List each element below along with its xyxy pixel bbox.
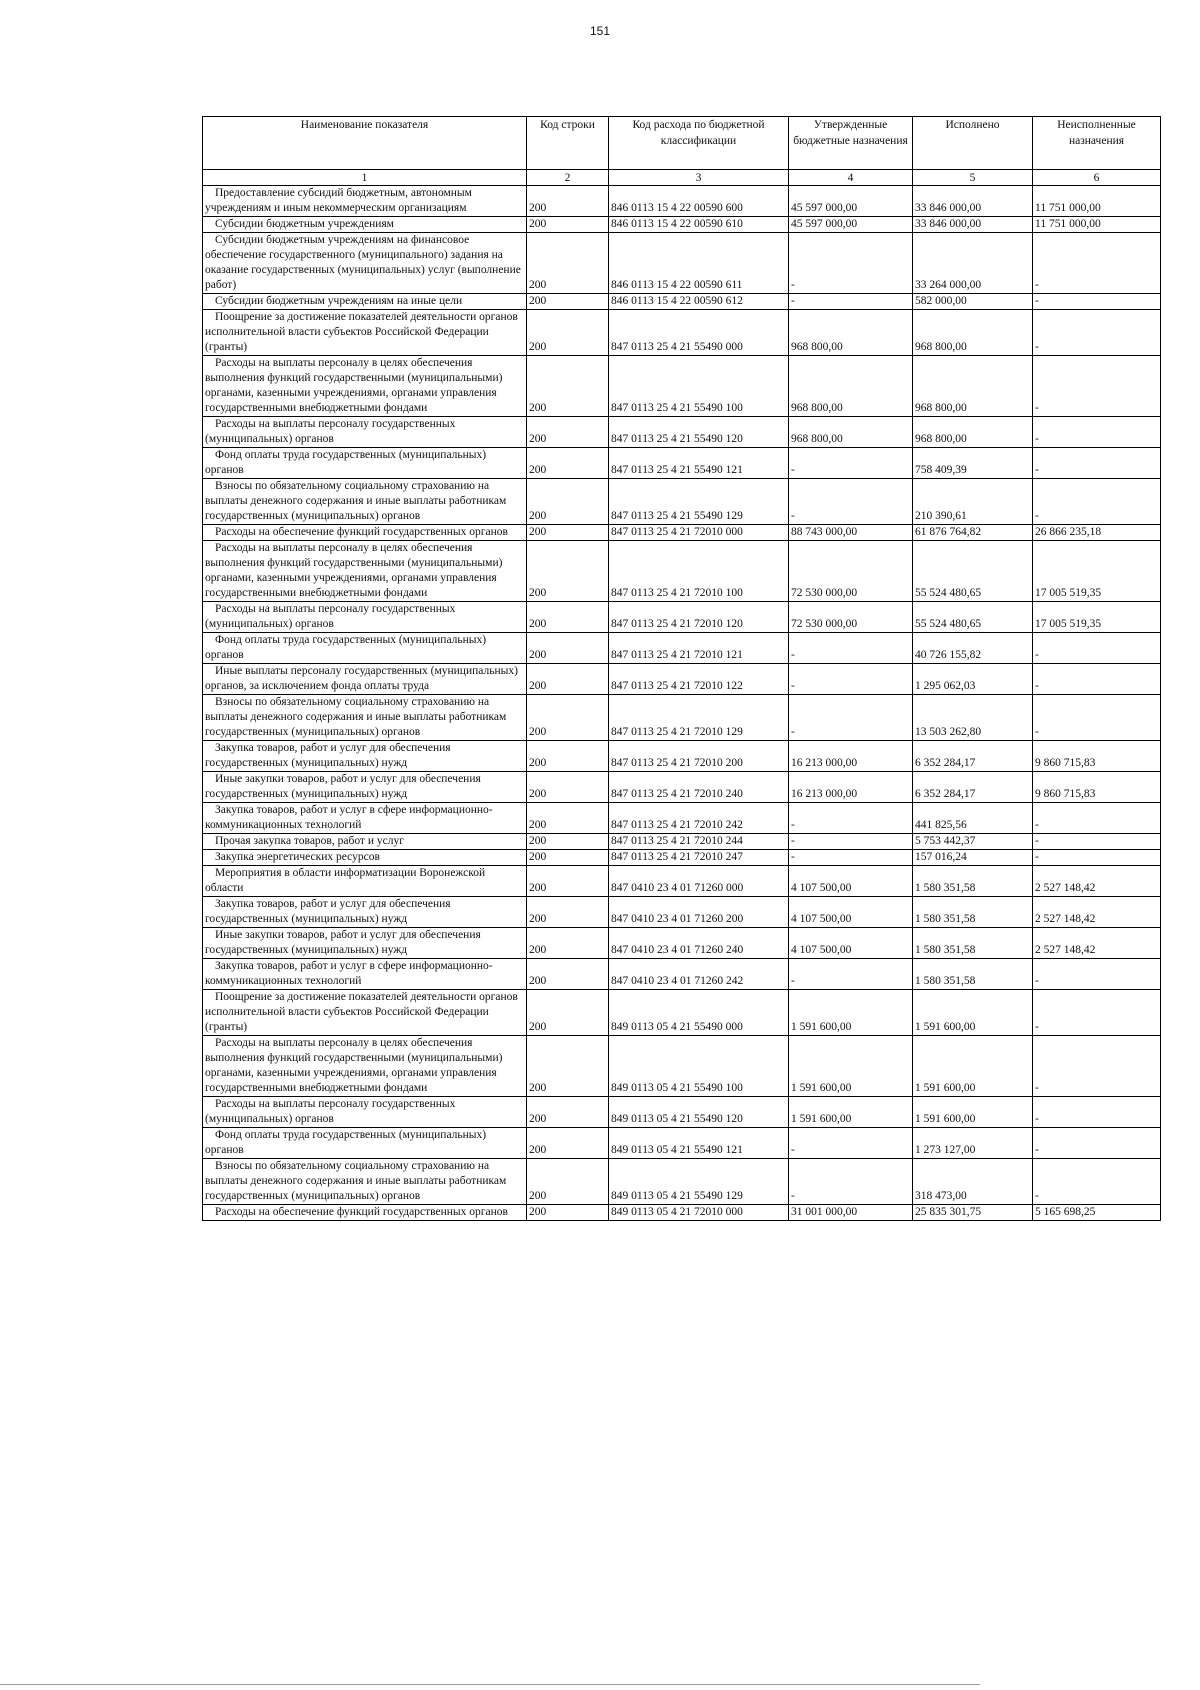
row-approved: - (789, 294, 913, 310)
header-line-code: Код строки (527, 117, 609, 170)
row-approved: 968 800,00 (789, 356, 913, 417)
row-approved: - (789, 834, 913, 850)
row-executed: 1 580 351,58 (913, 897, 1033, 928)
row-name-text: Закупка энергетических ресурсов (215, 851, 380, 863)
row-line-code: 200 (527, 1036, 609, 1097)
row-name-text: Фонд оплаты труда государственных (муниципальных) органов (205, 449, 487, 476)
row-approved: - (789, 959, 913, 990)
table-row (203, 1036, 1161, 1097)
table-row (203, 186, 1161, 217)
row-expense-code: 846 0113 15 4 22 00590 600 (609, 186, 789, 217)
row-approved: - (789, 1159, 913, 1205)
row-executed: 582 000,00 (913, 294, 1033, 310)
table-row (203, 741, 1161, 772)
row-executed: 33 846 000,00 (913, 186, 1033, 217)
column-number: 6 (1033, 170, 1161, 186)
row-name-text: Иные закупки товаров, работ и услуг для обеспечения государственных (муниципальных) нужд (205, 929, 481, 956)
row-unexecuted: - (1033, 1159, 1161, 1205)
row-unexecuted: 11 751 000,00 (1033, 186, 1161, 217)
row-unexecuted: - (1033, 1097, 1161, 1128)
row-approved: 16 213 000,00 (789, 772, 913, 803)
row-approved: 72 530 000,00 (789, 541, 913, 602)
row-name-text: Фонд оплаты труда государственных (муниципальных) органов (205, 1129, 487, 1156)
row-name-text: Иные выплаты персоналу государственных (муниципальных) органов, за исключением фонда оплаты труда (205, 665, 518, 692)
row-line-code: 200 (527, 834, 609, 850)
row-line-code: 200 (527, 417, 609, 448)
row-unexecuted: - (1033, 834, 1161, 850)
row-expense-code: 847 0113 25 4 21 72010 122 (609, 664, 789, 695)
row-unexecuted: - (1033, 233, 1161, 294)
row-executed: 441 825,56 (913, 803, 1033, 834)
row-executed: 318 473,00 (913, 1159, 1033, 1205)
row-name (203, 356, 527, 417)
row-approved: 4 107 500,00 (789, 928, 913, 959)
table-row (203, 772, 1161, 803)
row-executed: 758 409,39 (913, 448, 1033, 479)
row-name (203, 1205, 527, 1221)
table-row (203, 959, 1161, 990)
row-approved: - (789, 1128, 913, 1159)
row-name (203, 741, 527, 772)
row-name-text: Субсидии бюджетным учреждениям на финансовое обеспечение государственного (муниципального) задания на оказание государственных (муниципальных) услуг (выполнение работ) (205, 234, 521, 291)
table-row (203, 417, 1161, 448)
row-name (203, 1128, 527, 1159)
row-expense-code: 846 0113 15 4 22 00590 611 (609, 233, 789, 294)
table-row (203, 866, 1161, 897)
row-line-code: 200 (527, 525, 609, 541)
row-name (203, 294, 527, 310)
row-name (203, 525, 527, 541)
row-executed: 55 524 480,65 (913, 602, 1033, 633)
row-line-code: 200 (527, 1128, 609, 1159)
row-expense-code: 847 0113 25 4 21 72010 247 (609, 850, 789, 866)
row-name (203, 310, 527, 356)
row-unexecuted: - (1033, 417, 1161, 448)
row-line-code: 200 (527, 448, 609, 479)
row-executed: 6 352 284,17 (913, 772, 1033, 803)
row-name-text: Расходы на выплаты персоналу государственных (муниципальных) органов (205, 1098, 456, 1125)
table-row (203, 1159, 1161, 1205)
row-expense-code: 846 0113 15 4 22 00590 612 (609, 294, 789, 310)
row-executed: 1 591 600,00 (913, 1036, 1033, 1097)
row-executed: 968 800,00 (913, 356, 1033, 417)
row-executed: 157 016,24 (913, 850, 1033, 866)
column-number: 1 (203, 170, 527, 186)
row-expense-code: 849 0113 05 4 21 55490 121 (609, 1128, 789, 1159)
row-name (203, 866, 527, 897)
row-name (203, 990, 527, 1036)
row-name-text: Предоставление субсидий бюджетным, автономным учреждениям и иным некоммерческим организациям (205, 187, 472, 214)
row-name-text: Иные закупки товаров, работ и услуг для обеспечения государственных (муниципальных) нужд (205, 773, 481, 800)
row-name-text: Взносы по обязательному социальному страхованию на выплаты денежного содержания и иные выплаты работникам государственных (муниципальных) органов (205, 480, 507, 522)
row-expense-code: 847 0113 25 4 21 55490 121 (609, 448, 789, 479)
row-executed: 210 390,61 (913, 479, 1033, 525)
row-unexecuted: 2 527 148,42 (1033, 928, 1161, 959)
row-expense-code: 847 0113 25 4 21 55490 129 (609, 479, 789, 525)
table-row (203, 217, 1161, 233)
row-expense-code: 847 0410 23 4 01 71260 240 (609, 928, 789, 959)
row-executed: 13 503 262,80 (913, 695, 1033, 741)
row-name-text: Взносы по обязательному социальному страхованию на выплаты денежного содержания и иные выплаты работникам государственных (муниципальных) органов (205, 1160, 507, 1202)
row-unexecuted: 5 165 698,25 (1033, 1205, 1161, 1221)
row-expense-code: 849 0113 05 4 21 72010 000 (609, 1205, 789, 1221)
row-line-code: 200 (527, 1097, 609, 1128)
row-name-text: Прочая закупка товаров, работ и услуг (215, 835, 404, 847)
row-name (203, 834, 527, 850)
row-executed: 33 846 000,00 (913, 217, 1033, 233)
row-expense-code: 847 0113 25 4 21 72010 244 (609, 834, 789, 850)
table-row (203, 990, 1161, 1036)
row-unexecuted: 17 005 519,35 (1033, 541, 1161, 602)
row-name (203, 602, 527, 633)
table-row (203, 448, 1161, 479)
row-approved: 4 107 500,00 (789, 897, 913, 928)
row-name-text: Расходы на выплаты персоналу государственных (муниципальных) органов (205, 603, 456, 630)
row-unexecuted: - (1033, 803, 1161, 834)
row-executed: 1 591 600,00 (913, 1097, 1033, 1128)
row-unexecuted: - (1033, 959, 1161, 990)
row-name (203, 479, 527, 525)
row-unexecuted: 9 860 715,83 (1033, 741, 1161, 772)
row-approved: 16 213 000,00 (789, 741, 913, 772)
row-name-text: Закупка товаров, работ и услуг для обеспечения государственных (муниципальных) нужд (205, 898, 451, 925)
row-approved: 968 800,00 (789, 310, 913, 356)
row-name (203, 897, 527, 928)
row-unexecuted: - (1033, 1128, 1161, 1159)
row-unexecuted: - (1033, 310, 1161, 356)
row-line-code: 200 (527, 990, 609, 1036)
row-expense-code: 847 0113 25 4 21 72010 242 (609, 803, 789, 834)
row-name (203, 664, 527, 695)
row-approved: - (789, 479, 913, 525)
row-expense-code: 847 0113 25 4 21 55490 120 (609, 417, 789, 448)
row-line-code: 200 (527, 866, 609, 897)
row-expense-code: 849 0113 05 4 21 55490 129 (609, 1159, 789, 1205)
row-name (203, 959, 527, 990)
row-expense-code: 847 0113 25 4 21 72010 000 (609, 525, 789, 541)
row-unexecuted: - (1033, 1036, 1161, 1097)
column-number: 4 (789, 170, 913, 186)
row-unexecuted: - (1033, 479, 1161, 525)
table-row (203, 294, 1161, 310)
row-name-text: Закупка товаров, работ и услуг в сфере информационно-коммуникационных технологий (205, 804, 493, 831)
header-executed: Исполнено (913, 117, 1033, 170)
column-number: 5 (913, 170, 1033, 186)
footer-divider (0, 1684, 980, 1685)
row-line-code: 200 (527, 233, 609, 294)
table-row (203, 803, 1161, 834)
row-name-text: Расходы на выплаты персоналу в целях обеспечения выполнения функций государственными (муниципальными) органами, казенными учреждениями, органами управления государственными внебюджетными фондами (205, 542, 503, 599)
row-unexecuted: 2 527 148,42 (1033, 897, 1161, 928)
row-unexecuted: 9 860 715,83 (1033, 772, 1161, 803)
row-approved: - (789, 233, 913, 294)
row-line-code: 200 (527, 310, 609, 356)
row-name-text: Фонд оплаты труда государственных (муниципальных) органов (205, 634, 487, 661)
row-expense-code: 847 0113 25 4 21 72010 121 (609, 633, 789, 664)
row-name-text: Взносы по обязательному социальному страхованию на выплаты денежного содержания и иные выплаты работникам государственных (муниципальных) органов (205, 696, 507, 738)
column-number: 2 (527, 170, 609, 186)
row-line-code: 200 (527, 850, 609, 866)
row-expense-code: 847 0113 25 4 21 55490 100 (609, 356, 789, 417)
row-expense-code: 847 0113 25 4 21 72010 100 (609, 541, 789, 602)
row-approved: 968 800,00 (789, 417, 913, 448)
row-unexecuted: 17 005 519,35 (1033, 602, 1161, 633)
row-name (203, 417, 527, 448)
row-name-text: Расходы на обеспечение функций государственных органов (215, 1206, 508, 1218)
row-name-text: Закупка товаров, работ и услуг в сфере информационно-коммуникационных технологий (205, 960, 493, 987)
row-line-code: 200 (527, 959, 609, 990)
row-executed: 40 726 155,82 (913, 633, 1033, 664)
row-line-code: 200 (527, 897, 609, 928)
row-unexecuted: - (1033, 356, 1161, 417)
row-approved: 45 597 000,00 (789, 217, 913, 233)
row-approved: 72 530 000,00 (789, 602, 913, 633)
row-unexecuted: - (1033, 695, 1161, 741)
row-name (203, 772, 527, 803)
row-line-code: 200 (527, 741, 609, 772)
row-line-code: 200 (527, 294, 609, 310)
table-row (203, 310, 1161, 356)
row-expense-code: 847 0113 25 4 21 72010 240 (609, 772, 789, 803)
row-executed: 5 753 442,37 (913, 834, 1033, 850)
row-executed: 968 800,00 (913, 417, 1033, 448)
row-name (203, 850, 527, 866)
row-executed: 1 273 127,00 (913, 1128, 1033, 1159)
row-name (203, 1036, 527, 1097)
row-unexecuted: - (1033, 990, 1161, 1036)
row-unexecuted: - (1033, 850, 1161, 866)
row-executed: 1 580 351,58 (913, 959, 1033, 990)
row-executed: 1 295 062,03 (913, 664, 1033, 695)
row-name (203, 233, 527, 294)
row-line-code: 200 (527, 186, 609, 217)
row-name-text: Расходы на выплаты персоналу государственных (муниципальных) органов (205, 418, 456, 445)
budget-execution-table (202, 116, 1161, 1221)
header-row (203, 117, 1161, 170)
row-executed: 61 876 764,82 (913, 525, 1033, 541)
table-row (203, 664, 1161, 695)
row-name-text: Закупка товаров, работ и услуг для обеспечения государственных (муниципальных) нужд (205, 742, 451, 769)
table-row (203, 479, 1161, 525)
row-name-text: Мероприятия в области информатизации Воронежской области (205, 867, 486, 894)
table-row (203, 1097, 1161, 1128)
row-name-text: Поощрение за достижение показателей деятельности органов исполнительной власти субъектов Российской Федерации (гранты) (205, 991, 518, 1033)
row-name-text: Субсидии бюджетным учреждениям (215, 218, 394, 230)
table-row (203, 602, 1161, 633)
row-expense-code: 847 0410 23 4 01 71260 000 (609, 866, 789, 897)
row-expense-code: 847 0410 23 4 01 71260 242 (609, 959, 789, 990)
header-expense-code: Код расхода по бюджетной классификации (609, 117, 789, 170)
row-unexecuted: - (1033, 294, 1161, 310)
row-approved: - (789, 803, 913, 834)
row-executed: 968 800,00 (913, 310, 1033, 356)
table-row (203, 897, 1161, 928)
row-expense-code: 847 0113 25 4 21 72010 120 (609, 602, 789, 633)
row-line-code: 200 (527, 356, 609, 417)
header-approved: Утвержденные бюджетные назначения (789, 117, 913, 170)
row-line-code: 200 (527, 1205, 609, 1221)
row-name (203, 633, 527, 664)
row-expense-code: 847 0113 25 4 21 72010 129 (609, 695, 789, 741)
row-name (203, 448, 527, 479)
row-line-code: 200 (527, 479, 609, 525)
row-unexecuted: 26 866 235,18 (1033, 525, 1161, 541)
row-line-code: 200 (527, 695, 609, 741)
row-expense-code: 847 0113 25 4 21 72010 200 (609, 741, 789, 772)
row-executed: 1 580 351,58 (913, 866, 1033, 897)
row-executed: 55 524 480,65 (913, 541, 1033, 602)
row-expense-code: 846 0113 15 4 22 00590 610 (609, 217, 789, 233)
row-approved: 31 001 000,00 (789, 1205, 913, 1221)
table-row (203, 633, 1161, 664)
row-name (203, 541, 527, 602)
table-row (203, 356, 1161, 417)
row-line-code: 200 (527, 1159, 609, 1205)
row-approved: 1 591 600,00 (789, 1097, 913, 1128)
row-name (203, 803, 527, 834)
table-row (203, 834, 1161, 850)
row-line-code: 200 (527, 928, 609, 959)
table-row (203, 541, 1161, 602)
row-name-text: Субсидии бюджетным учреждениям на иные цели (215, 295, 463, 307)
row-line-code: 200 (527, 664, 609, 695)
row-unexecuted: - (1033, 448, 1161, 479)
table-row (203, 233, 1161, 294)
row-approved: - (789, 850, 913, 866)
row-approved: 88 743 000,00 (789, 525, 913, 541)
row-expense-code: 849 0113 05 4 21 55490 120 (609, 1097, 789, 1128)
header-indicator-name: Наименование показателя (203, 117, 527, 170)
row-executed: 6 352 284,17 (913, 741, 1033, 772)
row-unexecuted: - (1033, 664, 1161, 695)
row-line-code: 200 (527, 803, 609, 834)
page-number: 151 (589, 24, 611, 38)
row-executed: 1 591 600,00 (913, 990, 1033, 1036)
row-line-code: 200 (527, 602, 609, 633)
table-row (203, 928, 1161, 959)
row-line-code: 200 (527, 633, 609, 664)
row-name (203, 186, 527, 217)
table-row (203, 1205, 1161, 1221)
header-unexecuted: Неисполненные назначения (1033, 117, 1161, 170)
row-line-code: 200 (527, 217, 609, 233)
row-name-text: Расходы на выплаты персоналу в целях обеспечения выполнения функций государственными (муниципальными) органами, казенными учреждениями, органами управления государственными внебюджетными фондами (205, 1037, 503, 1094)
table-row (203, 695, 1161, 741)
row-executed: 33 264 000,00 (913, 233, 1033, 294)
row-expense-code: 849 0113 05 4 21 55490 000 (609, 990, 789, 1036)
row-approved: 1 591 600,00 (789, 990, 913, 1036)
column-number: 3 (609, 170, 789, 186)
row-approved: 4 107 500,00 (789, 866, 913, 897)
column-number-row (203, 170, 1161, 186)
row-unexecuted: - (1033, 633, 1161, 664)
row-line-code: 200 (527, 772, 609, 803)
row-approved: 45 597 000,00 (789, 186, 913, 217)
row-name (203, 1097, 527, 1128)
row-unexecuted: 11 751 000,00 (1033, 217, 1161, 233)
row-unexecuted: 2 527 148,42 (1033, 866, 1161, 897)
row-name (203, 1159, 527, 1205)
row-approved: 1 591 600,00 (789, 1036, 913, 1097)
row-executed: 25 835 301,75 (913, 1205, 1033, 1221)
row-name (203, 928, 527, 959)
row-expense-code: 849 0113 05 4 21 55490 100 (609, 1036, 789, 1097)
row-name-text: Расходы на обеспечение функций государственных органов (215, 526, 508, 538)
row-name (203, 217, 527, 233)
row-executed: 1 580 351,58 (913, 928, 1033, 959)
row-expense-code: 847 0410 23 4 01 71260 200 (609, 897, 789, 928)
row-name-text: Поощрение за достижение показателей деятельности органов исполнительной власти субъектов Российской Федерации (гранты) (205, 311, 518, 353)
table-row (203, 525, 1161, 541)
table-row (203, 1128, 1161, 1159)
table-row (203, 850, 1161, 866)
row-name-text: Расходы на выплаты персоналу в целях обеспечения выполнения функций государственными (муниципальными) органами, казенными учреждениями, органами управления государственными внебюджетными фондами (205, 357, 503, 414)
row-approved: - (789, 448, 913, 479)
row-approved: - (789, 695, 913, 741)
row-expense-code: 847 0113 25 4 21 55490 000 (609, 310, 789, 356)
row-approved: - (789, 633, 913, 664)
row-approved: - (789, 664, 913, 695)
row-line-code: 200 (527, 541, 609, 602)
row-name (203, 695, 527, 741)
